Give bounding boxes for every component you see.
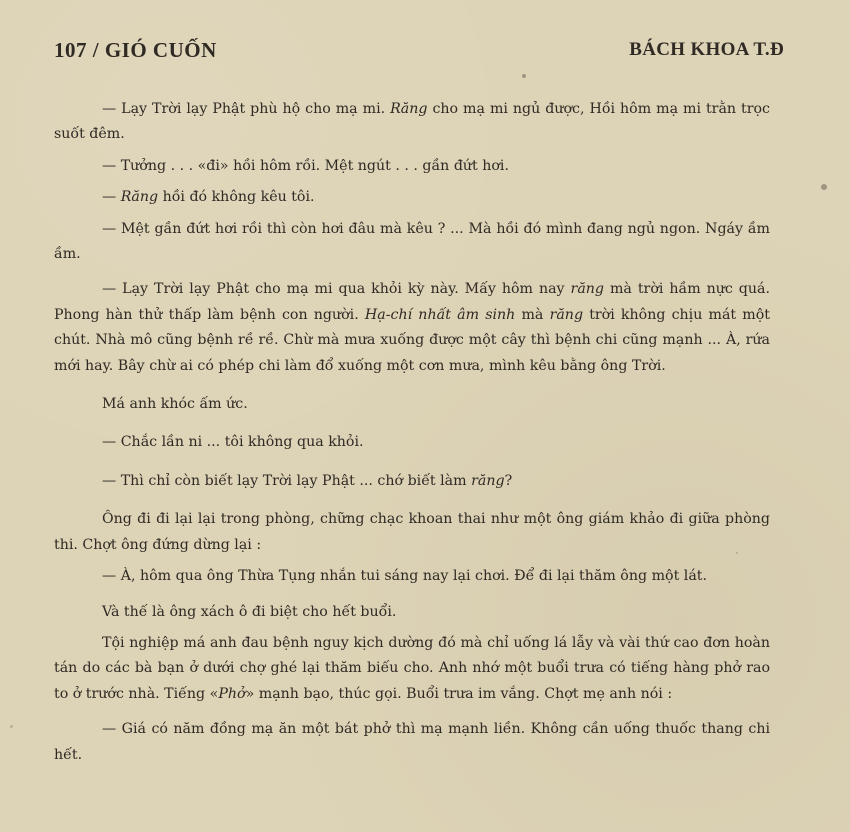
text-run: Ông đi đi lại lại trong phòng, chững chạc khoan thai như một ông giám khảo đi giữa phòng thi. Chợt ông đứng dừng lại : (54, 511, 770, 553)
text-run: mà trời hầm nực quá. Phong hàn thử thấp làm bệnh con người. (54, 281, 770, 323)
paragraph-1 (54, 97, 770, 148)
text-run: — Chắc lần ni ... tôi không qua khỏi. (102, 434, 364, 451)
text-run: — Giá có năm đồng mạ ăn một bát phở thì mạ mạnh liền. Không cần uống thuốc thang chi hết. (54, 721, 770, 763)
text-run: » mạnh bạo, thúc gọi. Buổi trưa im vắng. Chợt mẹ anh nói : (245, 685, 673, 702)
text-run: — Lạy Trời lạy Phật phù hộ cho mạ mi. (102, 101, 391, 117)
paragraph-9 (54, 507, 770, 558)
text-run: cho mạ mi ngủ được, Hồi hôm mạ mi trằn trọc suốt đêm. (54, 101, 770, 143)
italic-text: Răng (120, 189, 159, 206)
paragraph-2 (54, 154, 770, 179)
paragraph-8 (54, 469, 770, 494)
story-text (54, 97, 770, 768)
text-run: — Tưởng . . . «đi» hồi hôm rồi. Mệt ngút . . . gần đứt hơi. (102, 157, 509, 174)
text-run: Tội nghiệp má anh đau bệnh nguy kịch dường đó mà chỉ uống lá lẫy và vài thứ cao đơn hoàn tán do các bà bạn ở dưới chợ ghé lại thăm biếu cho. Anh nhớ một buổi trưa có tiếng hàng phở rao to ở trước nhà. Tiếng « (54, 634, 770, 702)
paragraph-10 (54, 564, 770, 589)
text-run: — À, hôm qua ông Thừa Tụng nhắn tui sáng nay lại chơi. Để đi lại thăm ông một lát. (102, 568, 707, 585)
text-run: trời không chịu mát một chút. Nhà mô cũng bệnh rề rề. Chừ mà mưa xuống được một cây thì bệnh chi cũng mạnh ... À, rứa mới hay. Bây chừ ai có phép chi làm đổ xuống một cơn mưa, mình kêu bằng ông Trời. (54, 306, 770, 374)
paragraph-3 (54, 185, 770, 210)
paper-speck (10, 725, 13, 728)
paragraph-13 (54, 717, 770, 768)
running-header (54, 38, 784, 68)
text-run: Má anh khóc ấm ức. (102, 396, 248, 413)
paragraph-12 (54, 631, 770, 707)
paper-speck (522, 74, 526, 78)
text-run: — (102, 189, 121, 206)
paragraph-5 (54, 277, 770, 379)
publication-name: BÁCH KHOA T.Đ (629, 39, 784, 60)
italic-text: Phở (218, 685, 246, 702)
paragraph-11 (54, 600, 770, 625)
italic-text: Hạ-chí nhất âm sinh (364, 306, 516, 323)
text-run: mà (515, 306, 550, 323)
italic-text: răng (549, 306, 584, 323)
text-run: — Mệt gần đứt hơi rồi thì còn hơi đâu mà kêu ? ... Mà hồi đó mình đang ngủ ngon. Ngáy ầm ầm. (54, 220, 770, 263)
paragraph-4 (54, 217, 770, 268)
italic-text: Răng (390, 101, 428, 117)
text-run: — Lạy Trời lạy Phật cho mạ mi qua khỏi kỳ này. Mấy hôm nay (102, 281, 571, 298)
text-run: ? (504, 472, 513, 489)
text-run: hồi đó không kêu tôi. (158, 189, 315, 206)
page-number-and-title: 107 / GIÓ CUỐN (54, 38, 217, 62)
italic-text: răng (570, 281, 605, 298)
paper-speck (821, 184, 827, 190)
text-run: Và thế là ông xách ô đi biệt cho hết buổi. (102, 603, 397, 620)
paragraph-7 (54, 430, 770, 455)
paragraph-6 (54, 392, 770, 417)
paper-speck (736, 552, 738, 554)
italic-text: răng (471, 472, 505, 489)
text-run: — Thì chỉ còn biết lạy Trời lạy Phật ... chớ biết làm (102, 472, 472, 489)
